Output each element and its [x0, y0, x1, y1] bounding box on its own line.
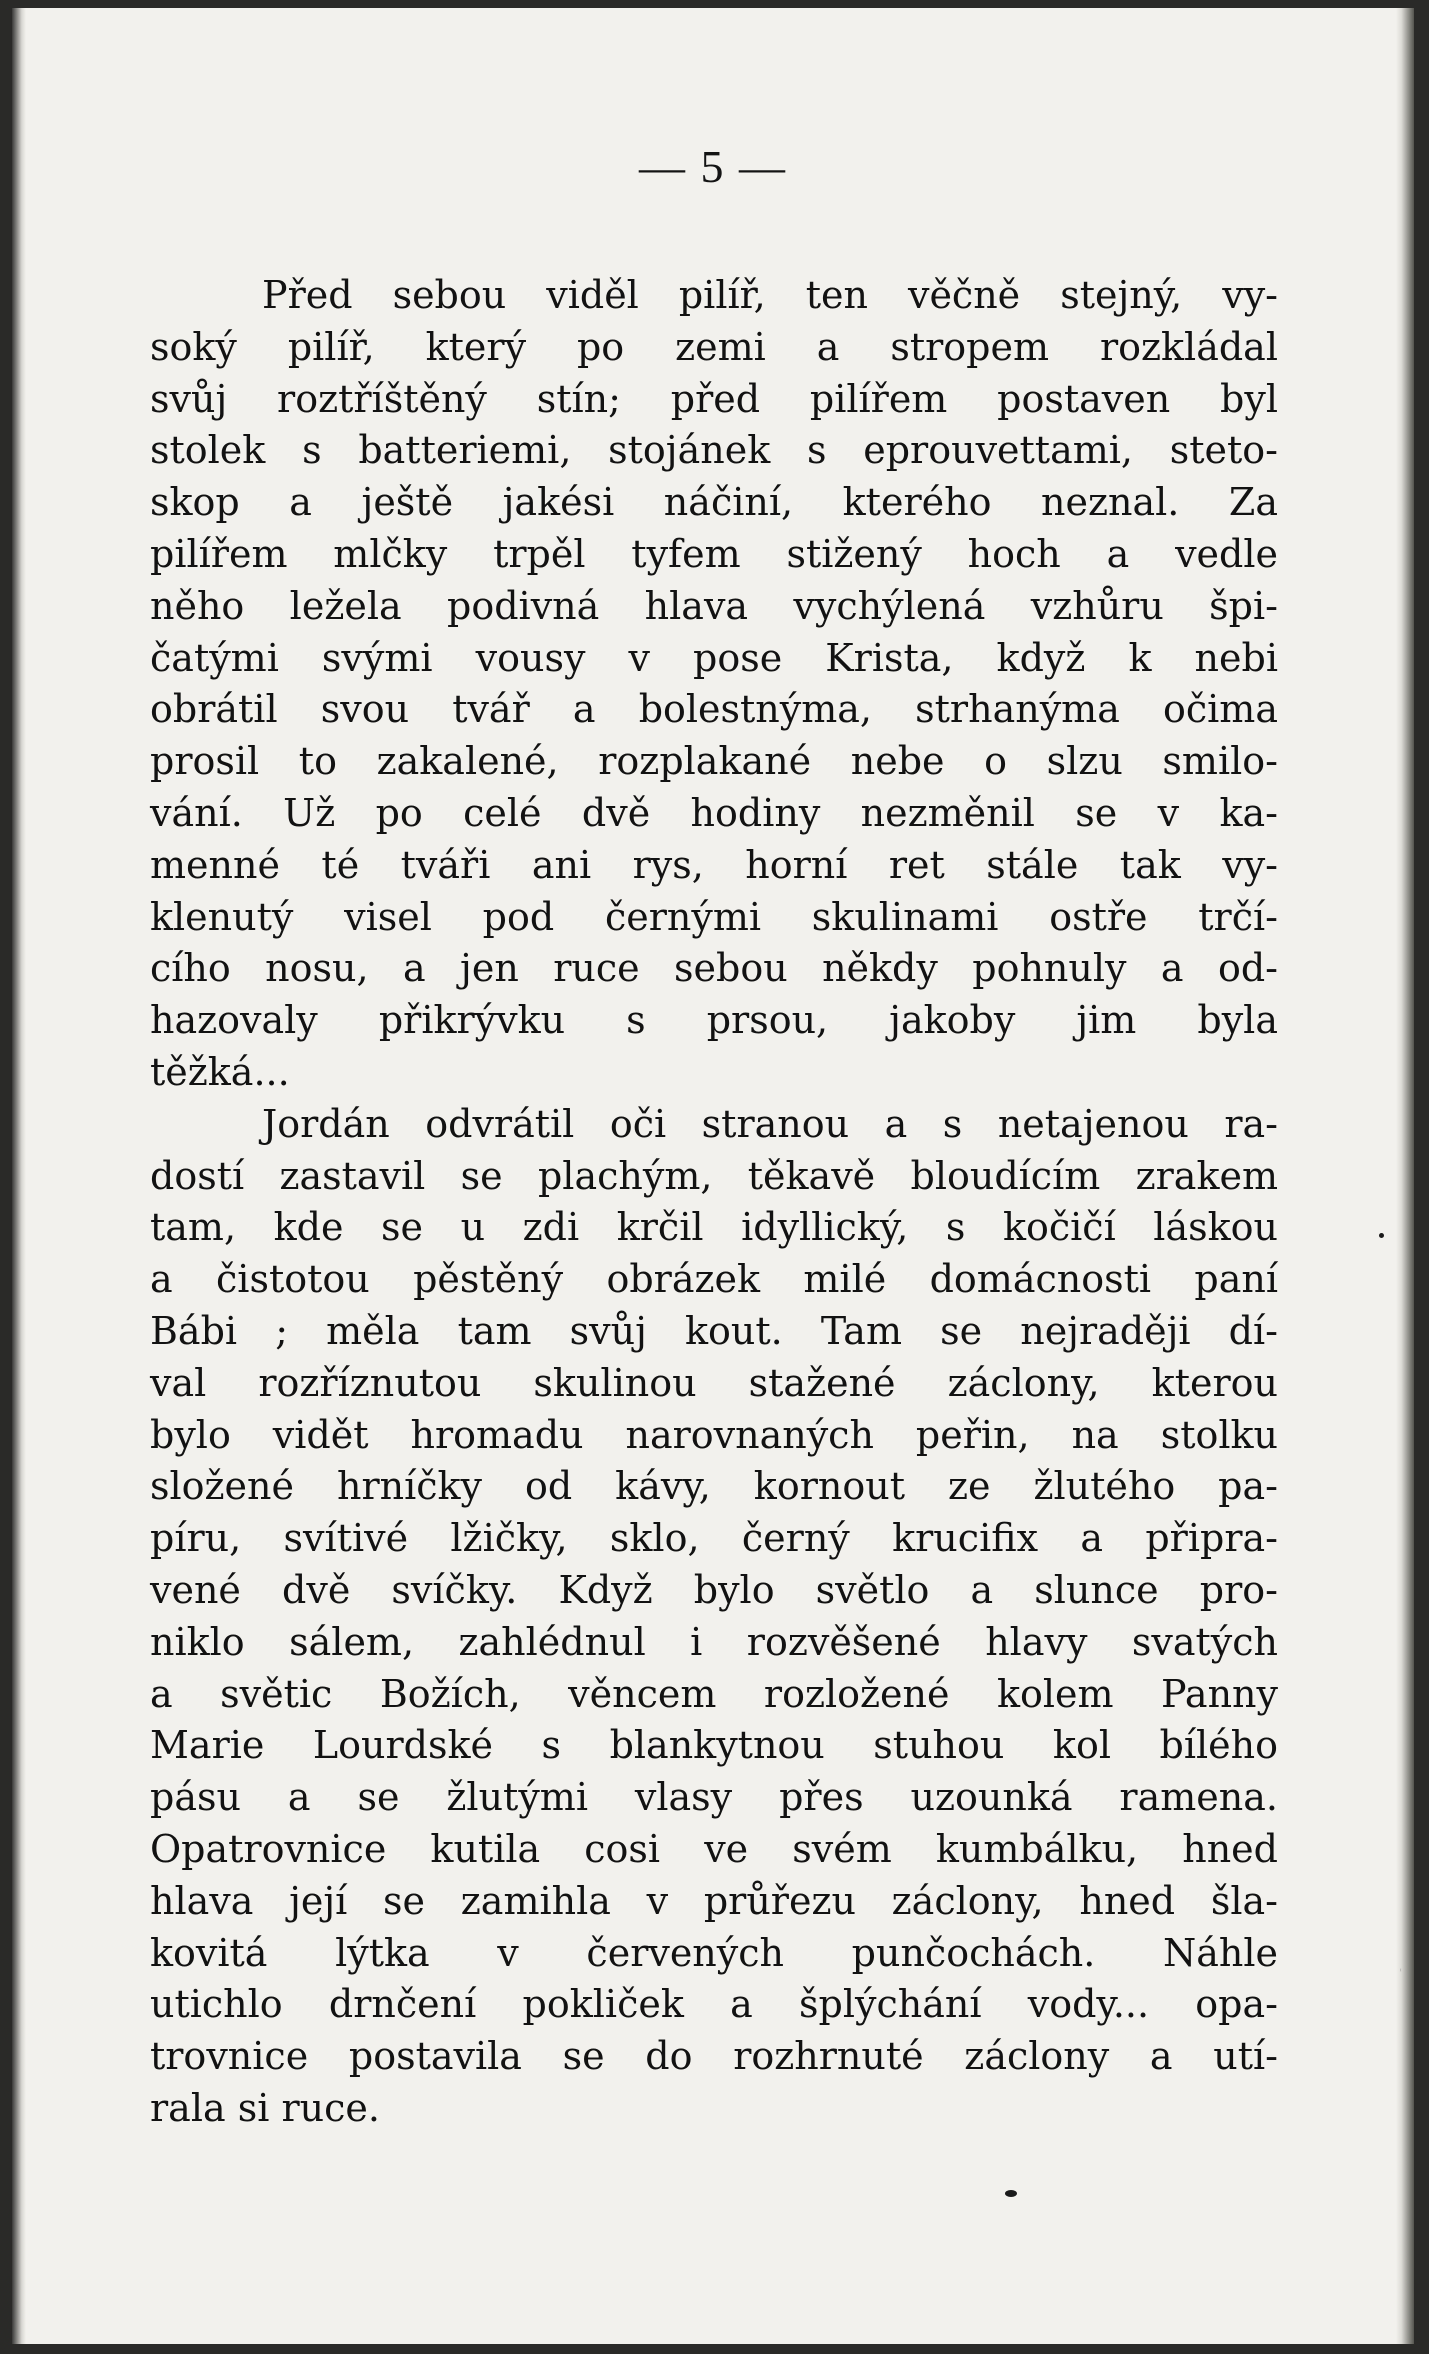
text-line: Opatrovnice kutila cosi ve svém kumbálku, hned [150, 1826, 1278, 1871]
text-line: dostí zastavil se plachým, těkavě bloudícím zrakem [150, 1153, 1278, 1198]
text-line: skop a ještě jakési náčiní, kterého neznal. Za [150, 480, 1278, 525]
text-line: val rozříznutou skulinou stažené záclony, kterou [150, 1360, 1278, 1405]
text-line: rala si ruce. [150, 2085, 380, 2130]
text-line: a světic Božích, věncem rozložené kolem Panny [150, 1671, 1278, 1716]
text-line: soký pilíř, který po zemi a stropem rozkládal [150, 324, 1278, 369]
text-line: čatými svými vousy v pose Krista, když k nebi [150, 635, 1278, 680]
text-line: svůj roztříštěný stín; před pilířem postaven byl [150, 376, 1278, 421]
text-line: Marie Lourdské s blankytnou stuhou kol bílého [150, 1723, 1278, 1768]
text-line: trovnice postavila se do rozhrnuté záclony a utí- [150, 2034, 1278, 2079]
text-line: pilířem mlčky trpěl tyfem stižený hoch a vedle [150, 531, 1278, 576]
text-line: hazovaly přikrývku s prsou, jakoby jim byla [150, 998, 1278, 1043]
text-line: cího nosu, a jen ruce sebou někdy pohnuly a od- [150, 946, 1278, 991]
text-line: vené dvě svíčky. Když bylo světlo a slunce pro- [150, 1567, 1278, 1612]
text-line: složené hrníčky od kávy, kornout ze žlutého pa- [150, 1464, 1278, 1509]
text-line: tam, kde se u zdi krčil idyllický, s kočičí láskou [150, 1205, 1278, 1250]
ink-speck [1400, 1968, 1404, 1972]
text-line: Jordán odvrátil oči stranou a s netajenou ra- [262, 1101, 1278, 1146]
text-line: pásu a se žlutými vlasy přes uzounká ramena. [150, 1775, 1278, 1820]
text-line: vání. Už po celé dvě hodiny nezměnil se v ka- [150, 790, 1278, 835]
ink-speck [1005, 2190, 1017, 2197]
text-line: stolek s batteriemi, stojánek s eprouvettami, steto- [150, 428, 1278, 473]
book-page [12, 8, 1414, 2344]
text-line: hlava její se zamihla v průřezu záclony, hned šla- [150, 1878, 1278, 1923]
text-line: a čistotou pěstěný obrázek milé domácnosti paní [150, 1257, 1278, 1302]
body-text [150, 270, 1278, 2135]
text-line: prosil to zakalené, rozplakané nebe o slzu smilo- [150, 739, 1278, 784]
text-line: obrátil svou tvář a bolestnýma, strhanýma očima [150, 687, 1278, 732]
text-line: niklo sálem, zahlédnul i rozvěšené hlavy svatých [150, 1619, 1278, 1664]
text-line: něho ležela podivná hlava vychýlená vzhůru špi- [150, 583, 1278, 628]
page-number: — 5 — [639, 141, 787, 192]
text-line: utichlo drnčení pokliček a šplýchání vody... opa- [150, 1982, 1278, 2027]
text-line: bylo vidět hromadu narovnaných peřin, na stolku [150, 1412, 1278, 1457]
text-line: Před sebou viděl pilíř, ten věčně stejný, vy- [262, 273, 1278, 317]
text-line: Bábi ; měla tam svůj kout. Tam se nejraději dí- [150, 1308, 1278, 1353]
text-line: píru, svítivé lžičky, sklo, černý krucifix a připra- [150, 1516, 1278, 1561]
text-line: menné té tváři ani rys, horní ret stále tak vy- [150, 842, 1278, 887]
text-line: těžká... [150, 1049, 290, 1094]
text-line: klenutý visel pod černými skulinami ostře trčí- [150, 894, 1278, 939]
text-line: kovitá lýtka v červených punčochách. Náhle [150, 1930, 1278, 1975]
ink-speck [1379, 1233, 1384, 1238]
